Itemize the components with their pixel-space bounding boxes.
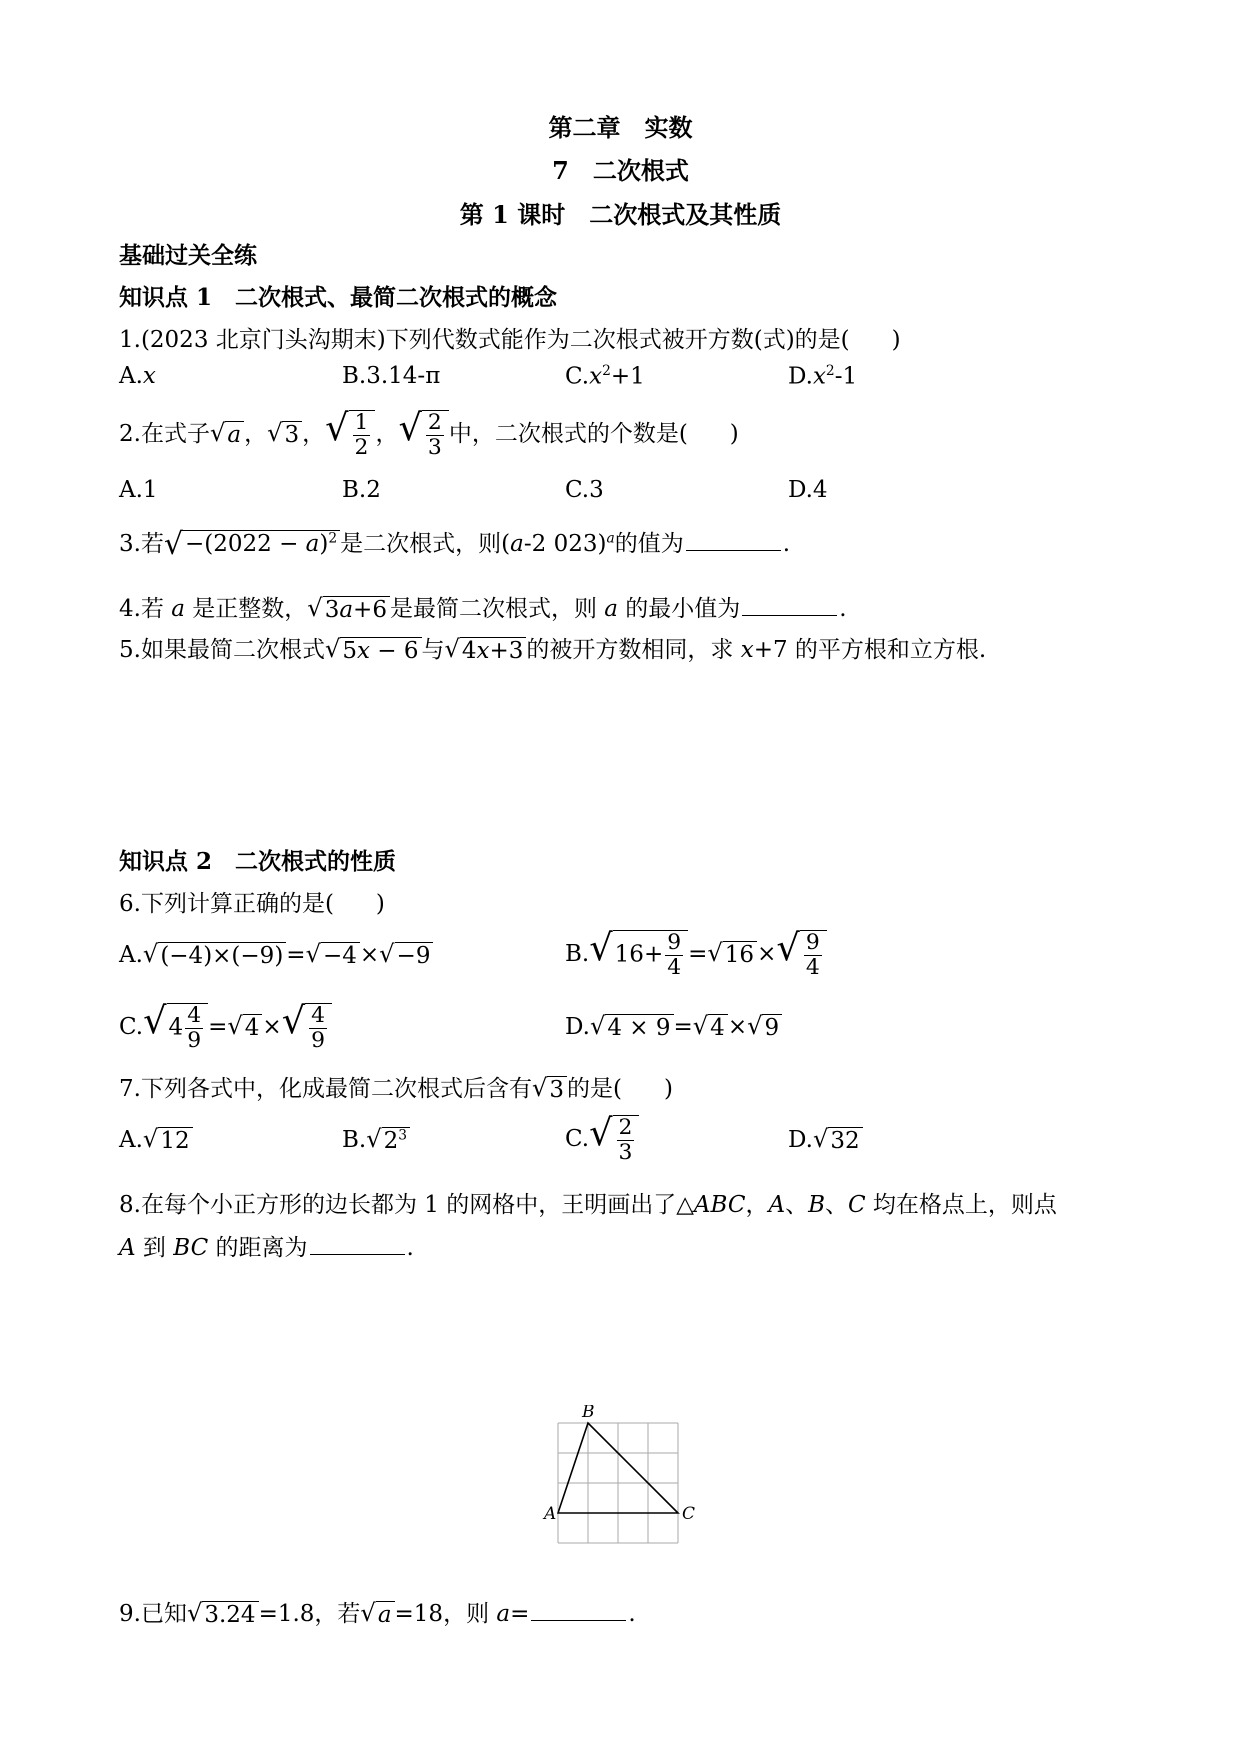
q3-stem: 3.若 √ $-(2022 - a)^2$ 是二次根式，则(a-2 023)$^a$的值为 .	[119, 527, 790, 563]
sqrt-expression: √ $-(2022 - a)^2$	[164, 530, 340, 560]
q1-stem: 1.(2023 北京门头沟期末)下列代数式能作为二次根式被开方数(式)的是( )	[119, 327, 901, 353]
q9-answer-blank[interactable]	[531, 1619, 626, 1621]
q7-option-a: A. √ 12	[119, 1127, 193, 1155]
label-a: A	[544, 1504, 557, 1524]
q2-option-b: B.2	[342, 477, 381, 503]
sqrt-two-thirds: √ $\frac{2}{3}$	[398, 410, 448, 460]
q6-option-c: C. √ 4 $\frac{4}{9}$ = √ 4 × √ $\frac{4}{9}$	[119, 1003, 332, 1053]
sqrt-a: √ a	[210, 421, 244, 448]
q1-option-a: A.x	[119, 363, 156, 389]
q4-stem: 4.若 a 是正整数， √ 3a+6 是最简二次根式，则 a 的最小值为 .	[119, 594, 847, 624]
q1-option-d: $D.x^2-1$	[788, 363, 858, 390]
q2-option-d: D.4	[788, 477, 828, 503]
sqrt-4x-plus-3: √ 4x+3	[445, 637, 527, 664]
q5-stem: 5.如果最简二次根式 √ 5x − 6 与 √ 4x+3 的被开方数相同，求 x+7 的平方根和立方根.	[119, 635, 987, 665]
lesson-title: 第 1 课时 二次根式及其性质	[459, 200, 782, 229]
kp1-title: 知识点 1 二次根式、最简二次根式的概念	[119, 284, 558, 311]
sqrt-3: √ 3	[267, 421, 302, 448]
q4-answer-blank[interactable]	[742, 614, 837, 616]
grid-lines	[558, 1423, 678, 1543]
q7-option-d: D. √ 32	[788, 1127, 863, 1155]
q8-answer-blank[interactable]	[310, 1253, 405, 1255]
q9-stem: 9.已知 √ 3.24 =1.8，若 √ a =18，则 a= .	[119, 1599, 636, 1629]
part-title: 基础过关全练	[119, 242, 257, 269]
q7-option-b: B. √ $2^3$	[342, 1127, 410, 1155]
q2-option-a: A.1	[119, 477, 158, 503]
label-c: C	[682, 1504, 696, 1524]
q8-stem-line1: 8.在每个小正方形的边长都为 1 的网格中，王明画出了△ABC，A、B、C 均在格点上，则点	[119, 1192, 1057, 1218]
q7-option-c: C. √ $\frac{2}{3}$	[565, 1115, 639, 1165]
q6-option-d: D. √ 4 × 9 = √ 4 × √ 9	[565, 1014, 782, 1042]
q2-option-c: C.3	[565, 477, 604, 503]
q6-option-b: B. √ 16+ $\frac{9}{4}$ = √ 16 × √ $\frac{9}{4}$	[565, 930, 827, 980]
q7-stem: 7.下列各式中，化成最简二次根式后含有 √ 3 的是( )	[119, 1074, 673, 1104]
q8-grid-figure	[540, 1405, 700, 1570]
kp2-title: 知识点 2 二次根式的性质	[119, 848, 397, 875]
label-b: B	[582, 1405, 595, 1422]
q3-answer-blank[interactable]	[686, 549, 781, 551]
q6-stem: 6.下列计算正确的是( )	[119, 891, 385, 917]
q8-stem-line2: A 到 BC 的距离为 .	[119, 1235, 414, 1261]
section-title: 7 二次根式	[552, 156, 689, 185]
q2-stem: 2.在式子 √ a ， √ 3 ， √ $\frac{1}{2}$ ， √ $\frac{2}{3}$ 中，二次根式的个数是( )	[119, 406, 739, 461]
sqrt-half: √ $\frac{1}{2}$	[325, 410, 375, 460]
sqrt-5x-minus-6: √ 5x − 6	[325, 637, 422, 664]
q6-option-a: A. √ (−4)×(−9) = √ −4 × √ −9	[119, 942, 433, 970]
q1-option-c: $C.x^2+1$	[565, 363, 645, 390]
sqrt-3a-plus-6: √ 3a+6	[307, 596, 390, 623]
q1-option-b: B.3.14-π	[342, 363, 441, 389]
chapter-title: 第二章 实数	[548, 113, 693, 142]
